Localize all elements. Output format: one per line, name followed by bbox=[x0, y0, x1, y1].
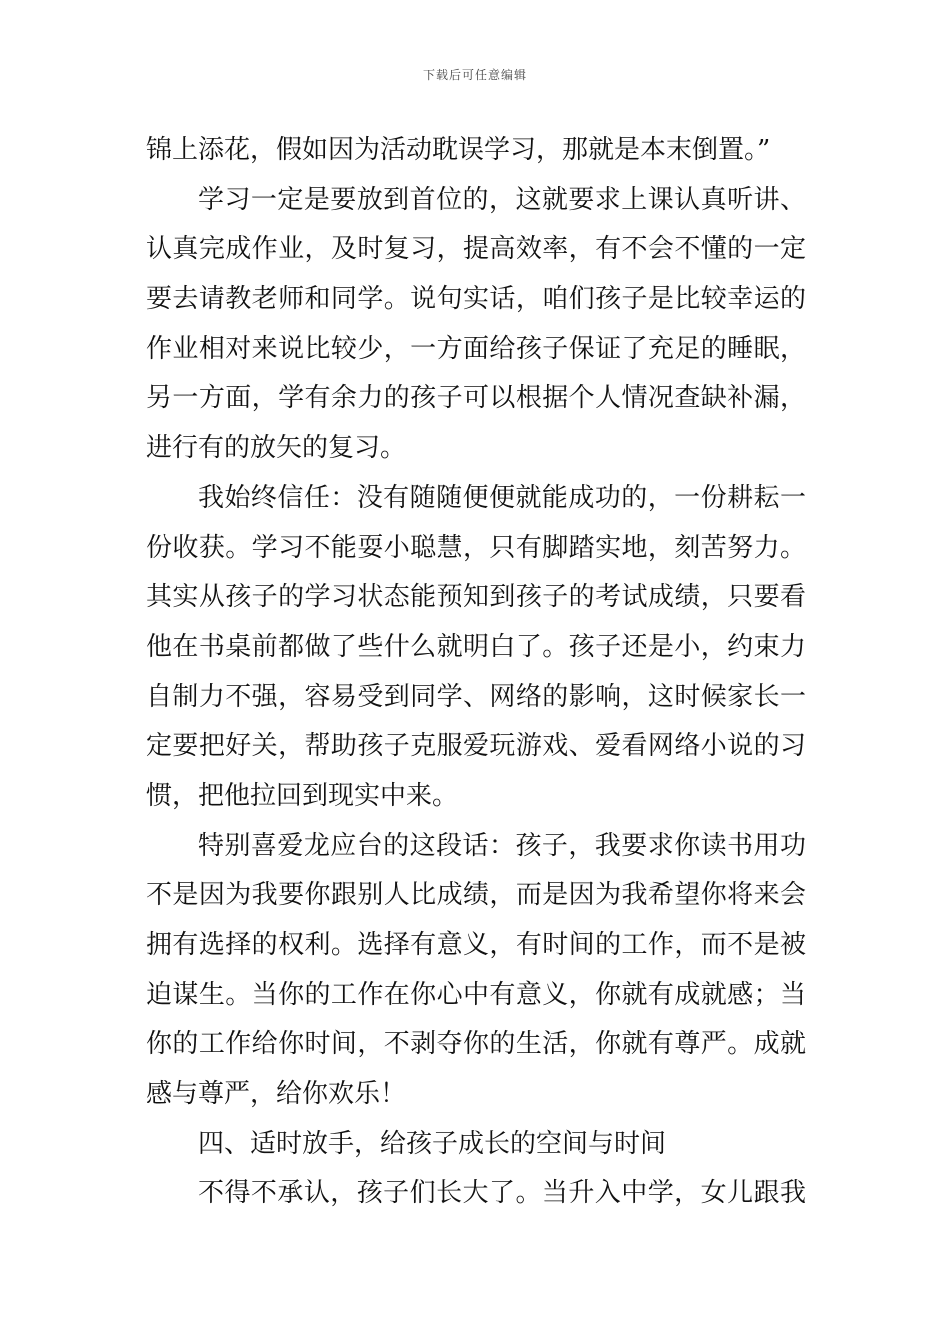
text-line: 我始终信任：没有随随便便就能成功的，一份耕耘一 bbox=[198, 482, 806, 513]
text-line: 份收获。学习不能耍小聪慧，只有脚踏实地，刻苦努力。 bbox=[146, 532, 806, 563]
text-line: 他在书桌前都做了些什么就明白了。孩子还是小，约束力 bbox=[146, 631, 806, 662]
text-line: 锦上添花，假如因为活动耽误学习，那就是本末倒置。” bbox=[146, 135, 771, 165]
text-line: 你的工作给你时间，不剥夺你的生活，你就有尊严。成就 bbox=[146, 1029, 806, 1060]
text-line: 作业相对来说比较少，一方面给孩子保证了充足的睡眠， bbox=[146, 333, 806, 364]
text-line: 拥有选择的权利。选择有意义，有时间的工作，而不是被 bbox=[146, 930, 806, 960]
text-line: 迫谋生。当你的工作在你心中有意义，你就有成就感；当 bbox=[146, 979, 806, 1010]
text-line: 另一方面，学有余力的孩子可以根据个人情况查缺补漏， bbox=[146, 383, 806, 414]
text-line: 要去请教老师和同学。说句实话，咱们孩子是比较幸运的 bbox=[146, 284, 806, 315]
document-body bbox=[146, 126, 806, 1219]
text-line: 认真完成作业，及时复习，提高效率，有不会不懂的一定 bbox=[146, 234, 806, 265]
text-line: 感与尊严，给你欢乐！ bbox=[146, 1079, 407, 1110]
text-line: 惯，把他拉回到现实中来。 bbox=[146, 780, 459, 811]
text-line: 不是因为我要你跟别人比成绩，而是因为我希望你将来会 bbox=[146, 880, 806, 911]
text-line: 定要把好关，帮助孩子克服爱玩游戏、爱看网络小说的习 bbox=[146, 731, 806, 762]
page-header: 下载后可任意编辑 bbox=[422, 68, 527, 82]
text-line: 其实从孩子的学习状态能预知到孩子的考试成绩，只要看 bbox=[146, 582, 806, 613]
text-line: 进行有的放矢的复习。 bbox=[146, 433, 407, 464]
text-line: 不得不承认，孩子们长大了。当升入中学，女儿跟我 bbox=[198, 1178, 806, 1209]
text-line: 特别喜爱龙应台的这段话：孩子，我要求你读书用功 bbox=[198, 830, 806, 861]
text-line: 四、适时放手，给孩子成长的空间与时间 bbox=[198, 1128, 667, 1159]
text-line: 自制力不强，容易受到同学、网络的影响，这时候家长一 bbox=[146, 681, 806, 712]
text-line: 学习一定是要放到首位的，这就要求上课认真听讲、 bbox=[198, 184, 806, 215]
